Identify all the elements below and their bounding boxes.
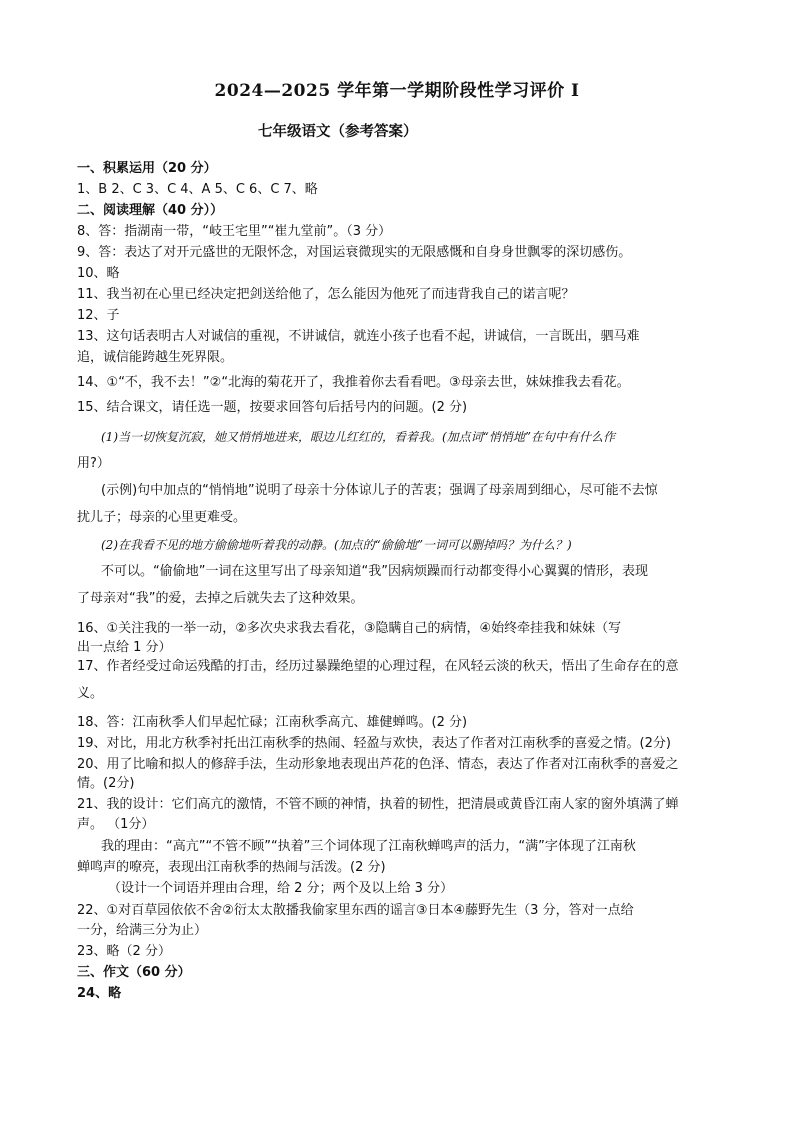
answer-line: 10、略 bbox=[77, 266, 120, 281]
answer-line: 1、B 2、C 3、C 4、A 5、C 6、C 7、略 bbox=[77, 182, 318, 197]
answer-line: 19、对比，用北方秋季衬托出江南秋季的热闹、轻盈与欢快，表达了作者对江南秋季的喜爱之情。(2分) bbox=[77, 736, 671, 751]
answer-line: 追，诚信能跨越生死界限。 bbox=[77, 350, 234, 365]
answer-line: 了母亲对“我”的爱，去掉之后就失去了这种效果。 bbox=[77, 591, 364, 606]
answer-line: (示例)句中加点的“悄悄地”说明了母亲十分体谅儿子的苦衷；强调了母亲周到细心，尽可能不去惊 bbox=[101, 483, 658, 498]
answer-line: 15、结合课文，请任选一题，按要求回答句后括号内的问题。(2 分) bbox=[77, 400, 468, 415]
answer-line: 23、略（2 分） bbox=[77, 944, 171, 959]
answer-line: 情。(2分) bbox=[77, 776, 135, 791]
page-subtitle: 七年级语文（参考答案） bbox=[258, 123, 418, 140]
answer-line: 不可以。“偷偷地”一词在这里写出了母亲知道“我”因病烦躁而行动都变得小心翼翼的情形，表现 bbox=[101, 564, 648, 579]
answer-line: 义。 bbox=[77, 686, 104, 701]
question-line: (2)在我看不见的地方偷偷地听着我的动静。(加点的“偷偷地”一词可以删掉吗？为什么？) bbox=[101, 538, 572, 552]
question-line: (1)当一切恢复沉寂，她又悄悄地进来，眼边儿红红的，看着我。(加点词“悄悄地”在句中有什么作 bbox=[101, 430, 615, 444]
answer-line: 8、答：指湖南一带，“岐王宅里”“崔九堂前”。（3 分） bbox=[77, 224, 392, 239]
answer-line: 蝉鸣声的嘹亮，表现出江南秋季的热闹与活泼。(2 分) bbox=[77, 860, 386, 875]
answer-line: 13、这句话表明古人对诚信的重视，不讲诚信，就连小孩子也看不起，讲诚信，一言既出，驷马难 bbox=[77, 329, 640, 344]
section-heading: 三、作文（60 分） bbox=[77, 965, 191, 980]
answer-line: 11、我当初在心里已经决定把剑送给他了，怎么能因为他死了而违背我自己的诺言呢？ bbox=[77, 287, 575, 302]
answer-line: 17、作者经受过命运残酷的打击，经历过暴躁绝望的心理过程，在风轻云淡的秋天，悟出了生命存在的意 bbox=[77, 659, 679, 674]
section-heading: 一、积累运用（20 分） bbox=[77, 161, 217, 176]
answer-line: 一分，给满三分为止） bbox=[77, 923, 208, 938]
answer-line: 24、略 bbox=[77, 986, 122, 1001]
section-heading: 二、阅读理解（40 分）） bbox=[77, 203, 224, 218]
answer-line: 我的理由：“高亢”“不管不顾”“执着”三个词体现了江南秋蝉鸣声的活力，“满”字体现了江南秋 bbox=[101, 839, 636, 854]
answer-line: 21、我的设计：它们高亢的激情，不管不顾的神情，执着的韧性，把清晨或黄昏江南人家的窗外填满了蝉 bbox=[77, 797, 679, 812]
answer-line: 声。 （1分） bbox=[77, 817, 155, 832]
answer-line: 20、用了比喻和拟人的修辞手法，生动形象地表现出芦花的色泽、情态，表达了作者对江南秋季的喜爱之 bbox=[77, 757, 679, 772]
page-title: 2024—2025 学年第一学期阶段性学习评价 I bbox=[214, 81, 580, 101]
answer-line: 9、答：表达了对开元盛世的无限怀念，对国运衰微现实的无限感慨和自身身世飘零的深切感伤。 bbox=[77, 245, 632, 260]
answer-line: 出一点给 1 分） bbox=[77, 640, 172, 655]
answer-line: （设计一个词语并理由合理，给 2 分；两个及以上给 3 分） bbox=[108, 881, 454, 896]
answer-line: 22、①对百草园依依不舍②衍太太散播我偷家里东西的谣言③日本④藤野先生（3 分，答对一点给 bbox=[77, 903, 634, 918]
answer-line: 扰儿子；母亲的心里更难受。 bbox=[77, 510, 247, 525]
answer-line: 18、答：江南秋季人们早起忙碌；江南秋季高亢、雄健蝉鸣。(2 分) bbox=[77, 715, 468, 730]
answer-line: 16、①关注我的一举一动，②多次央求我去看花，③隐瞒自己的病情，④始终牵挂我和妹妹（写 bbox=[77, 621, 622, 636]
answer-line: 14、①“不，我不去！”②“北海的菊花开了，我推着你去看看吧。③母亲去世，妹妹推我去看花。 bbox=[77, 375, 630, 390]
answer-line: 12、子 bbox=[77, 308, 120, 323]
answer-line: 用?） bbox=[77, 456, 110, 471]
